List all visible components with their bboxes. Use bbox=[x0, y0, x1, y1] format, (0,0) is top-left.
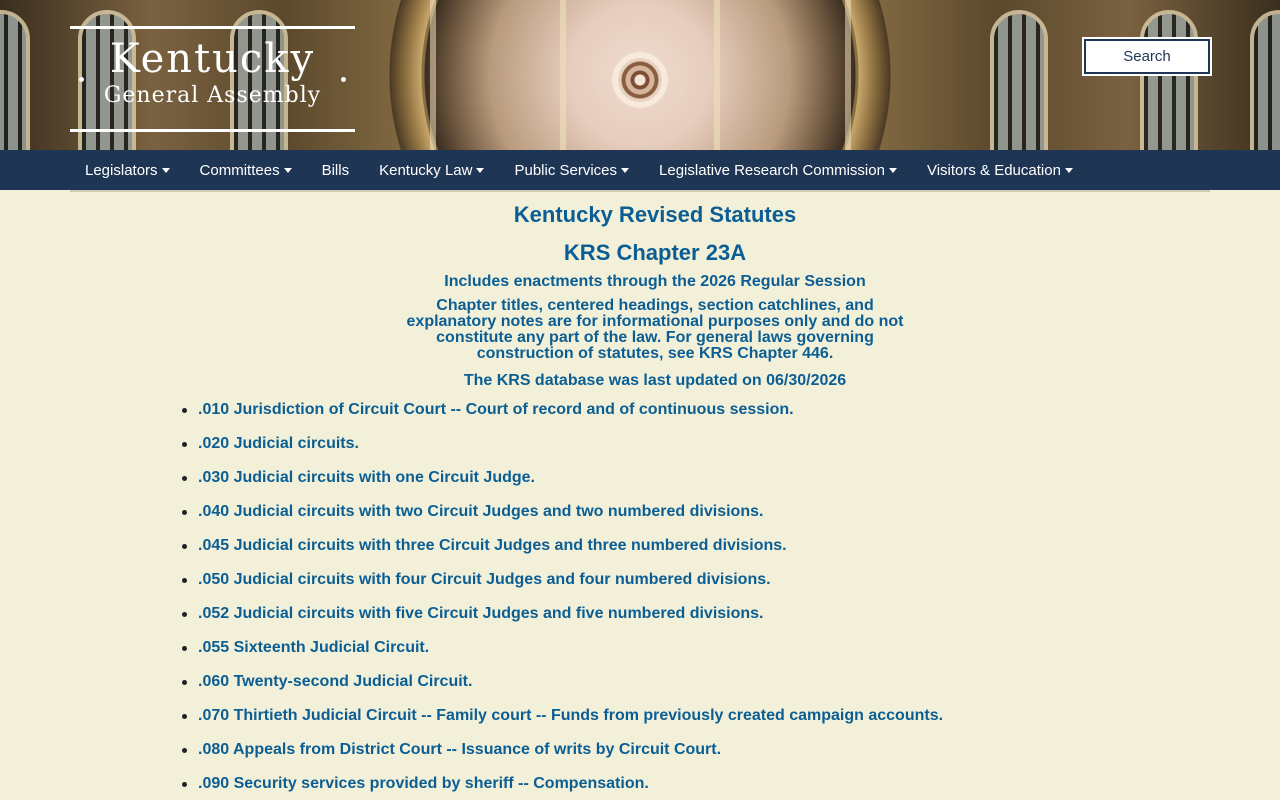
list-item bbox=[198, 468, 1280, 488]
disclaimer-note: Chapter titles, centered headings, section catchlines, and explanatory notes are for informational purposes only and do not constitute any part of the law. For general laws governing construction of statutes, see KRS Chapter 446. bbox=[406, 297, 904, 362]
logo-title: Kentucky bbox=[109, 36, 316, 82]
list-item bbox=[198, 740, 1280, 760]
list-item bbox=[198, 536, 1280, 556]
main-content bbox=[0, 202, 1280, 794]
logo-dot bbox=[341, 77, 346, 82]
banner-window bbox=[1250, 10, 1280, 150]
banner-pillar bbox=[560, 0, 566, 150]
banner-window bbox=[990, 10, 1048, 150]
section-link[interactable]: .070 Thirtieth Judicial Circuit -- Family court -- Funds from previously created campaign accounts. bbox=[198, 707, 944, 724]
nav-label: Committees bbox=[199, 161, 280, 179]
list-item bbox=[198, 434, 1280, 454]
nav-bills[interactable] bbox=[307, 150, 365, 190]
caret-down-icon bbox=[476, 168, 484, 173]
caret-down-icon bbox=[621, 168, 629, 173]
nav-label: Legislative Research Commission bbox=[659, 161, 885, 179]
section-link[interactable]: .090 Security services provided by sheriff -- Compensation. bbox=[198, 775, 649, 792]
nav-committees[interactable] bbox=[185, 150, 307, 190]
search-button[interactable]: Search bbox=[1084, 39, 1210, 74]
section-link[interactable]: .010 Jurisdiction of Circuit Court -- Court of record and of continuous session. bbox=[198, 401, 794, 418]
nav-legislators[interactable] bbox=[70, 150, 185, 190]
divider bbox=[70, 190, 1210, 192]
banner-pillar bbox=[845, 0, 851, 150]
page-title: Kentucky Revised Statutes bbox=[513, 202, 797, 227]
section-link[interactable]: .060 Twenty-second Judicial Circuit. bbox=[198, 673, 473, 690]
logo-subtitle: General Assembly bbox=[103, 83, 322, 108]
section-link[interactable]: .020 Judicial circuits. bbox=[198, 435, 359, 452]
nav-label: Bills bbox=[321, 161, 350, 179]
main-nav bbox=[0, 150, 1280, 190]
section-link[interactable]: .080 Appeals from District Court -- Issuance of writs by Circuit Court. bbox=[198, 741, 722, 758]
nav-kentucky-law[interactable] bbox=[364, 150, 499, 190]
section-link[interactable]: .040 Judicial circuits with two Circuit Judges and two numbered divisions. bbox=[198, 503, 764, 520]
site-logo[interactable] bbox=[70, 26, 355, 132]
list-item bbox=[198, 570, 1280, 590]
nav-visitors-education[interactable] bbox=[912, 150, 1088, 190]
last-updated: The KRS database was last updated on 06/30/2026 bbox=[463, 372, 847, 389]
caret-down-icon bbox=[889, 168, 897, 173]
list-item bbox=[198, 400, 1280, 420]
banner-pillar bbox=[714, 0, 720, 150]
banner-window bbox=[1140, 10, 1198, 150]
list-item bbox=[198, 672, 1280, 692]
section-link[interactable]: .050 Judicial circuits with four Circuit Judges and four numbered divisions. bbox=[198, 571, 771, 588]
section-link[interactable]: .045 Judicial circuits with three Circuit Judges and three numbered divisions. bbox=[198, 537, 787, 554]
section-link[interactable]: .030 Judicial circuits with one Circuit Judge. bbox=[198, 469, 535, 486]
header-banner bbox=[0, 0, 1280, 150]
caret-down-icon bbox=[162, 168, 170, 173]
list-item bbox=[198, 638, 1280, 658]
list-item bbox=[198, 502, 1280, 522]
enactments-note: Includes enactments through the 2026 Regular Session bbox=[444, 273, 866, 290]
caret-down-icon bbox=[284, 168, 292, 173]
section-link[interactable]: .052 Judicial circuits with five Circuit Judges and five numbered divisions. bbox=[198, 605, 764, 622]
logo-dot bbox=[79, 77, 84, 82]
caret-down-icon bbox=[1065, 168, 1073, 173]
nav-lrc[interactable] bbox=[644, 150, 912, 190]
nav-label: Visitors & Education bbox=[926, 161, 1061, 179]
nav-label: Public Services bbox=[514, 161, 618, 179]
banner-window bbox=[0, 10, 30, 150]
nav-public-services[interactable] bbox=[499, 150, 644, 190]
list-item bbox=[198, 706, 1280, 726]
nav-label: Legislators bbox=[85, 161, 158, 179]
nav-label: Kentucky Law bbox=[379, 161, 473, 179]
list-item bbox=[198, 774, 1280, 794]
section-link[interactable]: .055 Sixteenth Judicial Circuit. bbox=[198, 639, 430, 656]
banner-pillar bbox=[430, 0, 436, 150]
dome-rosette bbox=[618, 58, 662, 102]
section-list bbox=[198, 400, 1280, 794]
list-item bbox=[198, 604, 1280, 624]
chapter-title: KRS Chapter 23A bbox=[563, 240, 747, 265]
